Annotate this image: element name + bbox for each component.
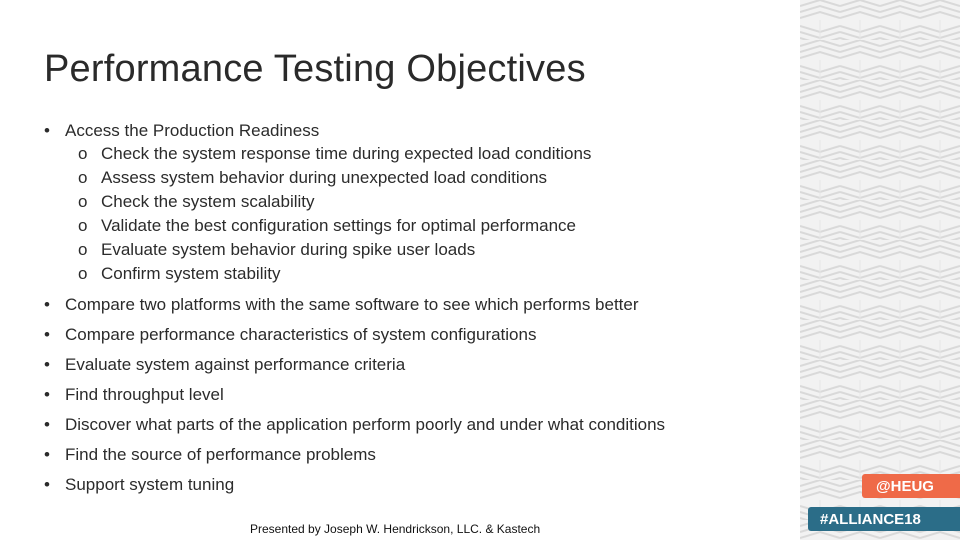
sub-bullet-marker: o: [78, 216, 88, 235]
bullet-item: [44, 324, 804, 346]
bullet-text: Evaluate system against performance criteria: [65, 355, 406, 374]
bullet-marker: •: [44, 475, 50, 494]
sub-bullet-marker: o: [78, 240, 88, 259]
bullet-text: Access the Production Readiness: [65, 121, 320, 140]
bullet-marker: •: [44, 355, 50, 374]
alliance-tag-text: #ALLIANCE18: [820, 510, 921, 528]
bullet-text: Support system tuning: [65, 475, 235, 494]
sub-bullet-item: [44, 214, 804, 238]
bullet-item: [44, 414, 804, 436]
bullet-text: Compare performance characteristics of system configurations: [65, 325, 537, 344]
heug-tag: [862, 474, 960, 498]
sub-bullet-text: Confirm system stability: [101, 264, 281, 283]
sub-bullet-item: [44, 262, 804, 286]
sub-bullet-marker: o: [78, 264, 88, 283]
sub-bullet-text: Assess system behavior during unexpected load conditions: [101, 168, 548, 187]
bullet-text: Find throughput level: [65, 385, 224, 404]
heug-tag-text: @HEUG: [876, 477, 934, 495]
bullet-text: Compare two platforms with the same software to see which performs better: [65, 295, 639, 314]
sub-bullet-text: Validate the best configuration settings for optimal performance: [101, 216, 577, 235]
bullet-marker: •: [44, 415, 50, 434]
bullet-marker: •: [44, 121, 50, 140]
decorative-pattern: [800, 0, 960, 540]
bullet-item: [44, 384, 804, 406]
bullet-marker: •: [44, 295, 50, 314]
bullet-item: [44, 354, 804, 376]
sub-bullet-text: Evaluate system behavior during spike user loads: [101, 240, 476, 259]
bullet-marker: •: [44, 325, 50, 344]
sub-bullet-text: Check the system response time during expected load conditions: [101, 144, 592, 163]
sub-bullet-item: [44, 238, 804, 262]
bullet-marker: •: [44, 445, 50, 464]
sub-bullet-marker: o: [78, 144, 88, 163]
bullet-item: [44, 120, 804, 142]
bullet-item: [44, 294, 804, 316]
sub-bullet-item: [44, 142, 804, 166]
sub-bullet-item: [44, 190, 804, 214]
bullet-item: [44, 444, 804, 466]
bullet-text: Discover what parts of the application perform poorly and under what conditions: [65, 415, 666, 434]
sub-bullet-text: Check the system scalability: [101, 192, 315, 211]
bullet-marker: •: [44, 385, 50, 404]
bullet-item: [44, 474, 804, 496]
sub-bullet-marker: o: [78, 192, 88, 211]
bullet-list: [44, 120, 804, 496]
slide-footer: Presented by Joseph W. Hendrickson, LLC. & Kastech: [250, 522, 541, 536]
alliance-tag: [808, 507, 960, 531]
bullet-text: Find the source of performance problems: [65, 445, 376, 464]
sub-bullet-marker: o: [78, 168, 88, 187]
slide-title: Performance Testing Objectives: [44, 48, 586, 90]
sub-bullet-item: [44, 166, 804, 190]
